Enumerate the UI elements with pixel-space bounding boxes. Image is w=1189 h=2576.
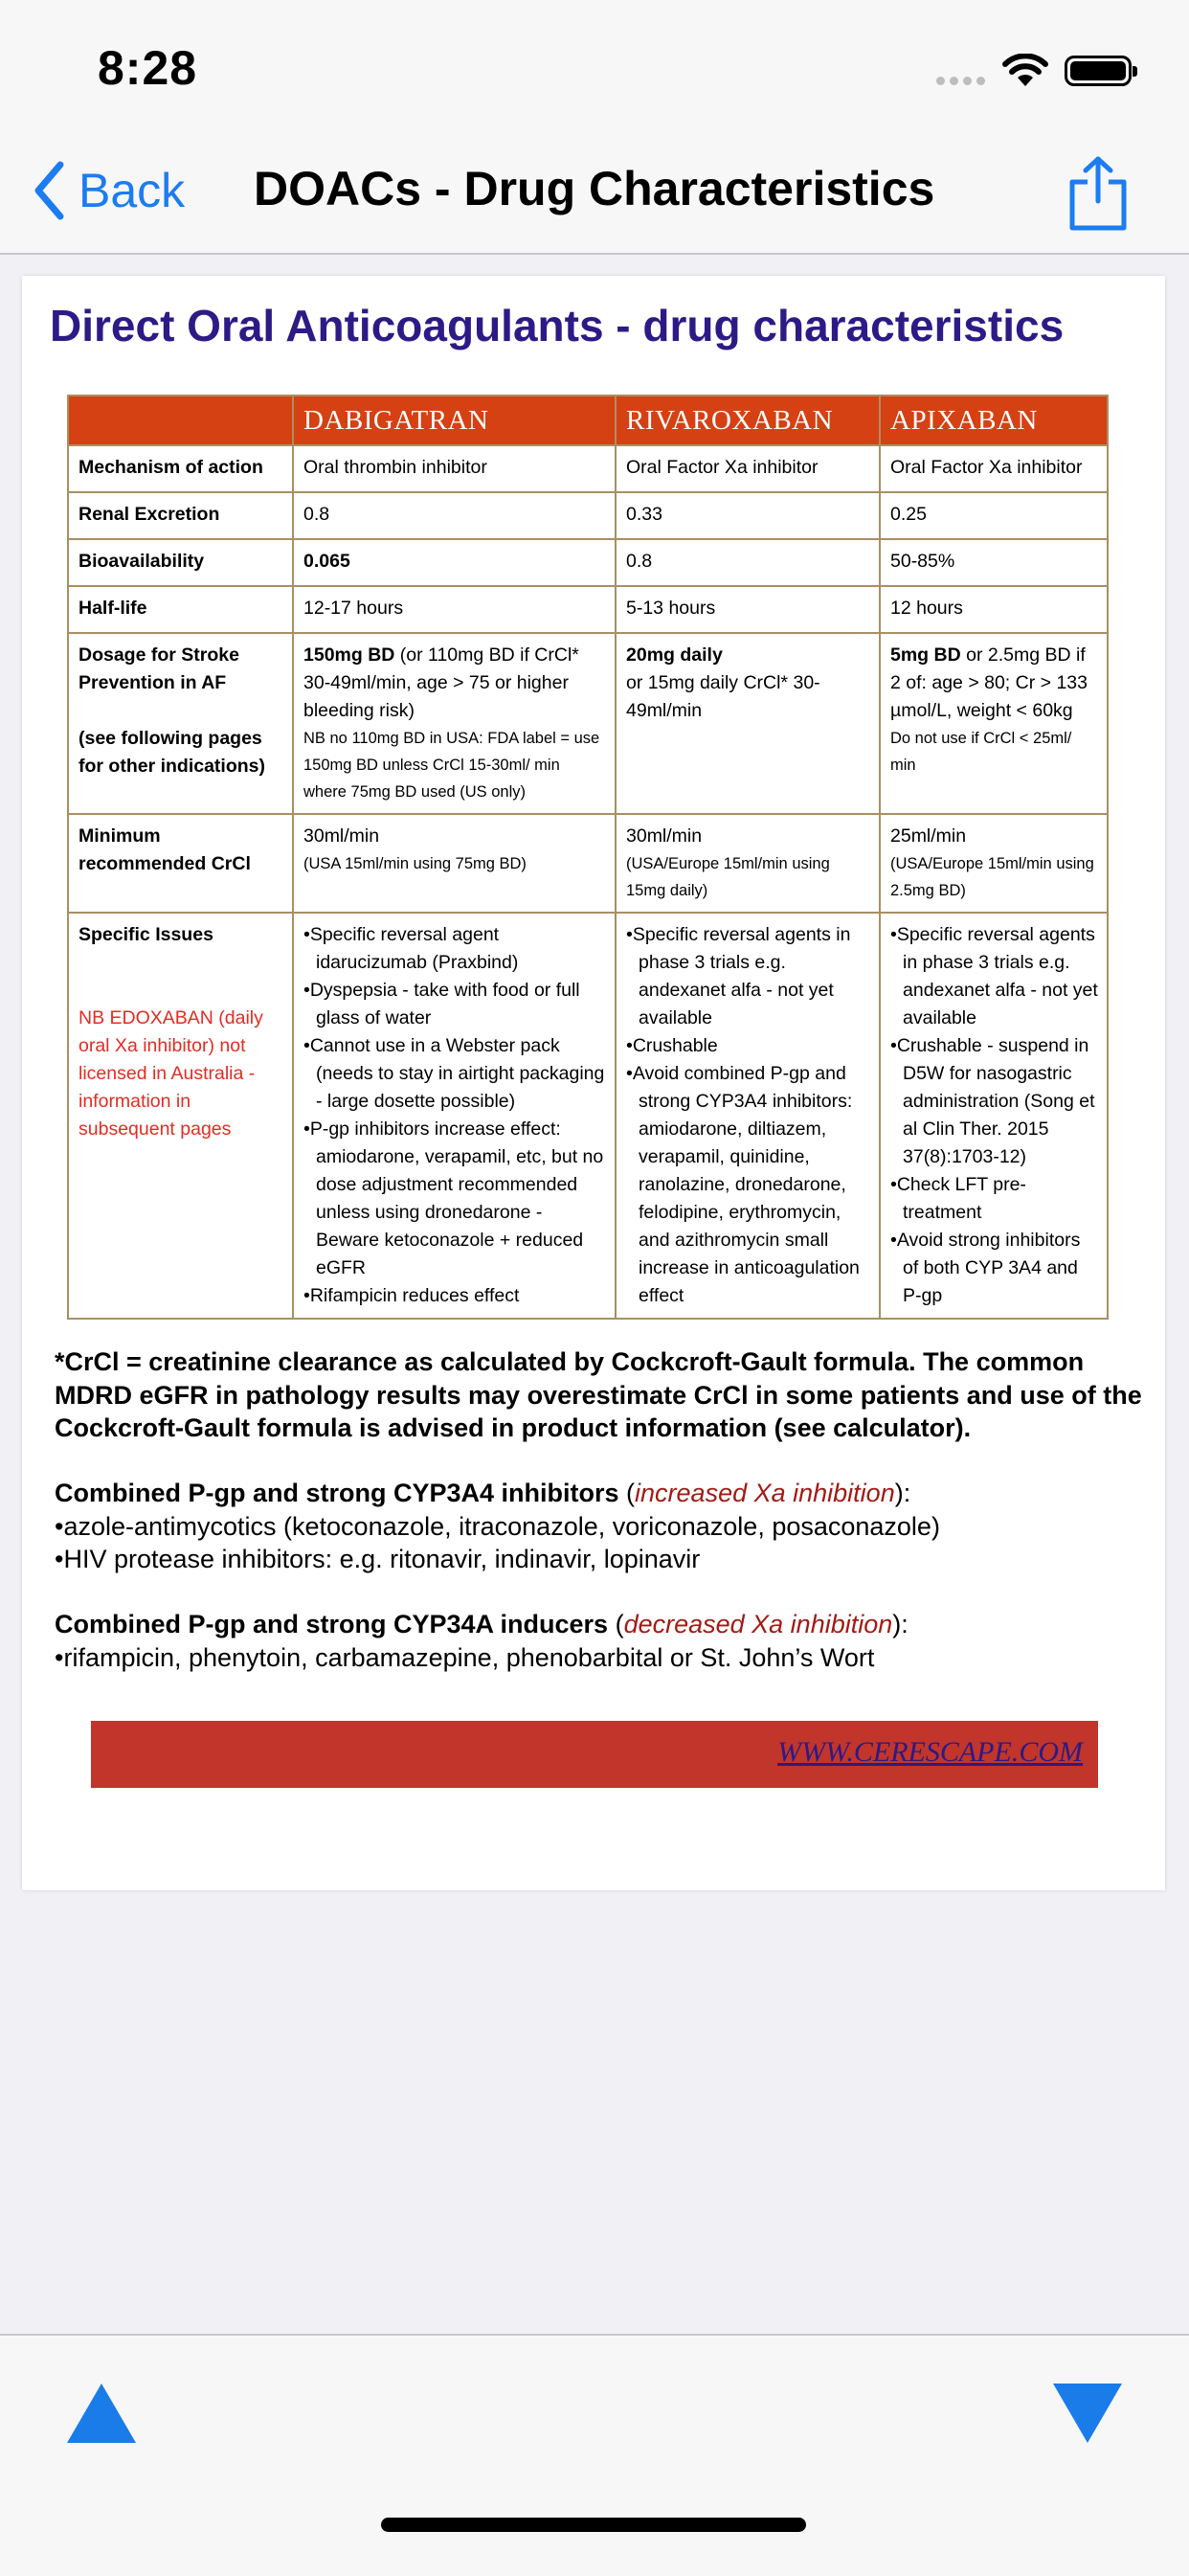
row-label-dosage xyxy=(68,633,293,814)
cell-dabigatran-bioavailability: 0.065 xyxy=(293,539,616,586)
cerescape-link[interactable]: WWW.CERESCAPE.COM xyxy=(777,1736,1083,1768)
inducers-effect: decreased Xa inhibition xyxy=(623,1610,893,1638)
inhibitors-effect: increased Xa inhibition xyxy=(635,1479,895,1507)
triangle-up-icon[interactable] xyxy=(65,2382,138,2445)
cellular-signal-icon xyxy=(936,77,985,85)
list-item: • HIV protease inhibitors: e.g. ritonavir, indinavir, lopinavir xyxy=(55,1543,1146,1576)
cell-rivaroxaban-min-crcl xyxy=(616,814,880,913)
cell-rivaroxaban-dosage xyxy=(616,633,880,814)
cell-rivaroxaban-renal: 0.33 xyxy=(616,492,880,539)
status-time: 8:28 xyxy=(98,41,198,95)
navigation-bar xyxy=(0,144,1189,255)
list-item: • rifampicin, phenytoin, carbamazepine, phenobarbital or St. John’s Wort xyxy=(55,1641,1146,1675)
list-item: • Specific reversal agent idarucizumab (Praxbind) xyxy=(303,921,607,977)
cell-apixaban-min-crcl xyxy=(880,814,1108,913)
triangle-down-icon[interactable] xyxy=(1051,2382,1124,2445)
table-row xyxy=(68,539,1108,586)
row-label-specific-issues xyxy=(68,913,293,1319)
cell-dabigatran-halflife: 12-17 hours xyxy=(293,586,616,633)
list-item: • Specific reversal agents in phase 3 trials e.g. andexanet alfa - not yet available xyxy=(626,921,871,1032)
rivaroxaban-dose-bold: 20mg daily xyxy=(626,644,723,666)
list-item: • Crushable xyxy=(626,1032,871,1060)
cell-rivaroxaban-bioavailability: 0.8 xyxy=(616,539,880,586)
dosage-see-following: (see following pages for other indications) xyxy=(79,728,265,777)
table-row xyxy=(68,913,1108,1319)
inhibitors-section xyxy=(55,1477,1146,1576)
list-item: • Rifampicin reduces effect xyxy=(303,1282,607,1310)
cell-apixaban-bioavailability: 50-85% xyxy=(880,539,1108,586)
specific-issues-label: Specific Issues xyxy=(79,924,213,945)
cell-apixaban-dosage xyxy=(880,633,1108,814)
home-indicator[interactable] xyxy=(381,2518,806,2532)
cell-dabigatran-renal: 0.8 xyxy=(293,492,616,539)
row-label-halflife: Half-life xyxy=(68,586,293,633)
inhibitors-heading-line: Combined P-gp and strong CYP3A4 inhibitors (increased Xa inhibition): xyxy=(55,1479,911,1507)
chevron-left-icon xyxy=(33,161,65,220)
back-button[interactable] xyxy=(33,157,185,224)
cell-dabigatran-mechanism: Oral thrombin inhibitor xyxy=(293,445,616,492)
dosage-label: Dosage for Stroke Prevention in AF xyxy=(79,644,239,693)
document-title: Direct Oral Anticoagulants - drug characteristics xyxy=(50,301,1065,350)
crcl-footnote: *CrCl = creatinine clearance as calculated by Cockcroft-Gault formula. The common MDRD eGFR in pathology results may overestimate CrCl in some patients and use of the Cockcroft-Gault formula is advised in product information (see calculator). xyxy=(55,1347,1142,1442)
row-label-mechanism: Mechanism of action xyxy=(68,445,293,492)
dabigatran-dose-note: NB no 110mg BD in USA: FDA label = use 150mg BD unless CrCl 15-30ml/ min where 75mg BD used (US only) xyxy=(303,730,600,801)
apixaban-dose-text: or 2.5mg BD if 2 of: age > 80; Cr > 133 µmol/L, weight < 60kg xyxy=(890,644,1088,721)
table-row xyxy=(68,633,1108,814)
table-row xyxy=(68,492,1108,539)
cell-rivaroxaban-mechanism: Oral Factor Xa inhibitor xyxy=(616,445,880,492)
drug-characteristics-table xyxy=(67,395,1109,1320)
row-label-bioavailability: Bioavailability xyxy=(68,539,293,586)
cell-rivaroxaban-issues xyxy=(616,913,880,1319)
back-label: Back xyxy=(79,164,186,217)
cell-dabigatran-dosage xyxy=(293,633,616,814)
dabigatran-dose-bold: 150mg BD xyxy=(303,644,395,666)
header-apixaban: APIXABAN xyxy=(880,395,1108,445)
inducers-heading: Combined P-gp and strong CYP34A inducers xyxy=(55,1610,609,1638)
apixaban-min-crcl: 25ml/min xyxy=(890,825,967,847)
cell-apixaban-renal: 0.25 xyxy=(880,492,1108,539)
header-dabigatran: DABIGATRAN xyxy=(293,395,616,445)
cell-dabigatran-issues xyxy=(293,913,616,1319)
list-item: • Specific reversal agents in phase 3 trials e.g. andexanet alfa - not yet available xyxy=(890,921,1099,1032)
cerescape-banner xyxy=(91,1721,1098,1788)
list-item: • azole-antimycotics (ketoconazole, itraconazole, voriconazole, posaconazole) xyxy=(55,1510,1146,1544)
dabigatran-issues-list xyxy=(303,921,607,1310)
list-item: • Dyspepsia - take with food or full glass of water xyxy=(303,977,607,1032)
row-label-min-crcl: Minimum recommended CrCl xyxy=(68,814,293,913)
status-bar xyxy=(0,0,1189,144)
dabigatran-dose xyxy=(303,642,607,725)
cell-dabigatran-min-crcl xyxy=(293,814,616,913)
row-label-renal: Renal Excretion xyxy=(68,492,293,539)
list-item: • Crushable - suspend in D5W for nasogastric administration (Song et al Clin Ther. 2015 37(8):1703-12) xyxy=(890,1032,1099,1171)
inhibitors-heading: Combined P-gp and strong CYP3A4 inhibitors xyxy=(55,1479,619,1507)
list-item: • P-gp inhibitors increase effect: amiodarone, verapamil, etc, but no dose adjustment recommended unless using dronedarone - Beware ketoconazole + reduced eGFR xyxy=(303,1116,607,1282)
battery-icon xyxy=(1065,56,1132,86)
list-item: • Avoid combined P-gp and strong CYP3A4 inhibitors: amiodarone, diltiazem, verapamil, quinidine, ranolazine, dronedarone, felodipine, erythromycin, and azithromycin small increase in anticoagulation effect xyxy=(626,1060,871,1310)
rivaroxaban-dose-text: or 15mg daily CrCl* 30-49ml/min xyxy=(626,672,820,721)
dabigatran-min-crcl: 30ml/min xyxy=(303,825,380,847)
header-cell-empty xyxy=(68,395,293,445)
dabigatran-dose-text: (or 110mg BD if CrCl* 30-49ml/min, age > 75 or higher bleeding risk) xyxy=(303,644,579,721)
list-item: • Check LFT pre-treatment xyxy=(890,1171,1099,1227)
rivaroxaban-min-crcl: 30ml/min xyxy=(626,825,703,847)
table-row xyxy=(68,814,1108,913)
inducers-list xyxy=(55,1641,1146,1675)
cell-apixaban-mechanism: Oral Factor Xa inhibitor xyxy=(880,445,1108,492)
cell-apixaban-halflife: 12 hours xyxy=(880,586,1108,633)
page-title: DOACs - Drug Characteristics xyxy=(254,162,935,215)
apixaban-dose-note: Do not use if CrCl < 25ml/ min xyxy=(890,730,1072,774)
apixaban-dose-bold: 5mg BD xyxy=(890,644,961,666)
apixaban-dose xyxy=(890,642,1099,725)
edoxaban-note: NB EDOXABAN (daily oral Xa inhibitor) not licensed in Australia - information in subsequent pages xyxy=(79,1007,263,1140)
rivaroxaban-issues-list xyxy=(626,921,871,1310)
header-rivaroxaban: RIVAROXABAN xyxy=(616,395,880,445)
apixaban-min-crcl-note: (USA/Europe 15ml/min using 2.5mg BD) xyxy=(890,855,1094,899)
list-item: • Cannot use in a Webster pack (needs to stay in airtight packaging - large dosette possible) xyxy=(303,1032,607,1116)
table-row xyxy=(68,445,1108,492)
share-icon[interactable] xyxy=(1065,155,1132,232)
inducers-section xyxy=(55,1608,1146,1674)
cell-apixaban-issues xyxy=(880,913,1108,1319)
apixaban-issues-list xyxy=(890,921,1099,1310)
wifi-icon xyxy=(1001,54,1049,88)
inducers-heading-line: Combined P-gp and strong CYP34A inducers (decreased Xa inhibition): xyxy=(55,1610,909,1638)
bottom-toolbar xyxy=(0,2334,1189,2576)
table-header-row xyxy=(68,395,1108,445)
cell-rivaroxaban-halflife: 5-13 hours xyxy=(616,586,880,633)
dabigatran-min-crcl-note: (USA 15ml/min using 75mg BD) xyxy=(303,855,527,872)
list-item: • Avoid strong inhibitors of both CYP 3A4 and P-gp xyxy=(890,1227,1099,1310)
inhibitors-list xyxy=(55,1510,1146,1576)
document-card xyxy=(22,276,1165,1890)
table-row xyxy=(68,586,1108,633)
rivaroxaban-min-crcl-note: (USA/Europe 15ml/min using 15mg daily) xyxy=(626,855,830,899)
